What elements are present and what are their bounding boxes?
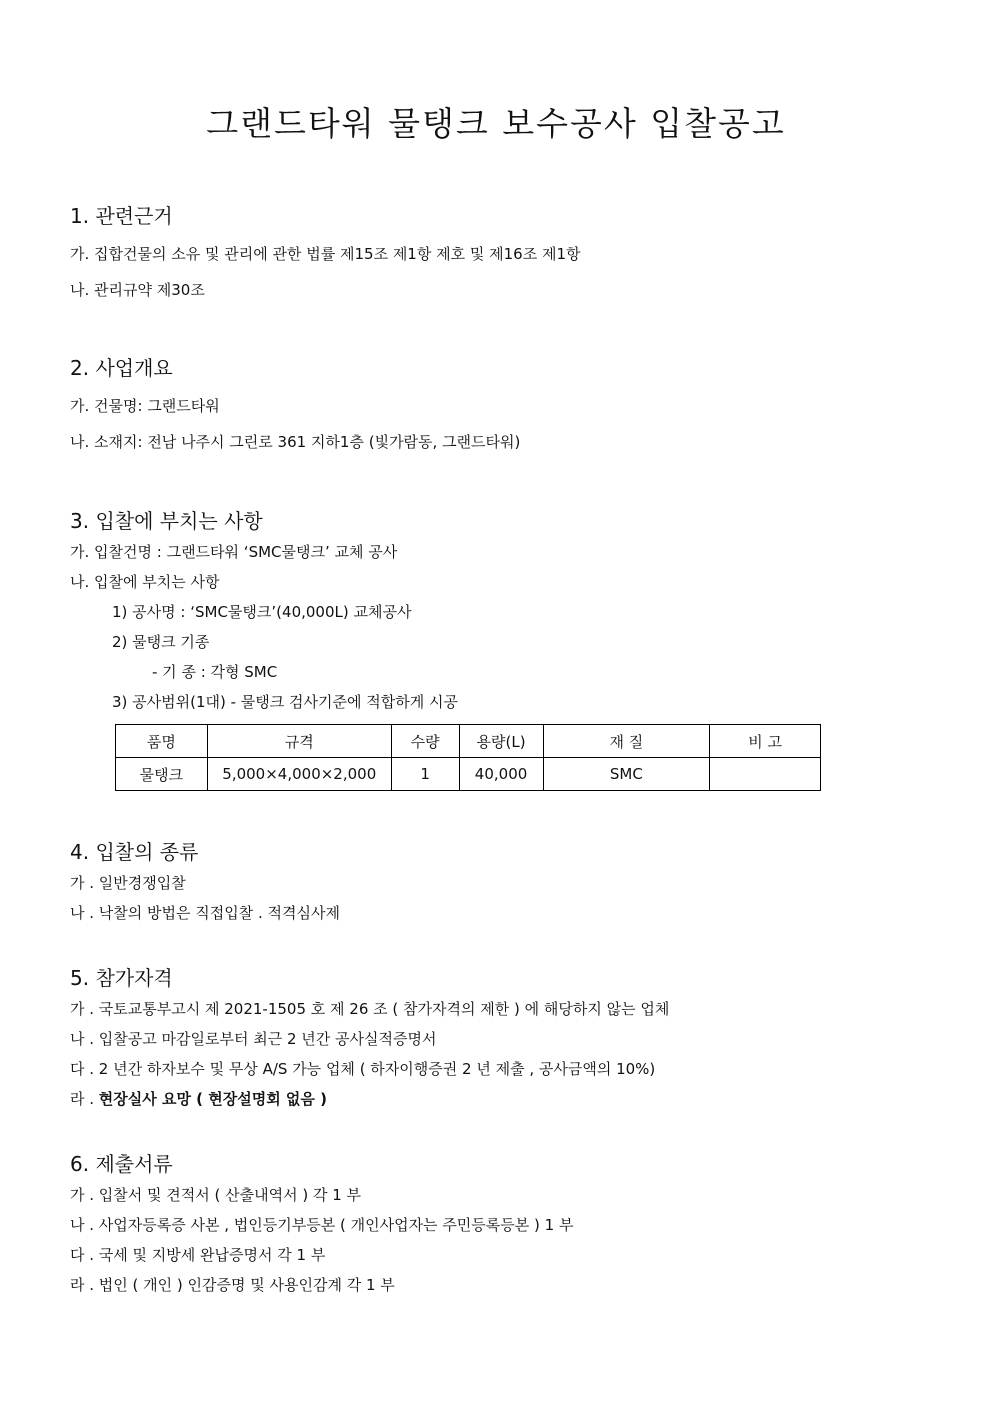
section-4-heading: 4. 입찰의 종류 <box>70 840 199 864</box>
section-3-subitem: 1) 공사명 : ‘SMC물탱크’(40,000L) 교체공사 <box>112 603 412 621</box>
table-row <box>116 758 821 791</box>
table-cell: 1 <box>391 758 459 791</box>
section-6-item: 라 . 법인 ( 개인 ) 인감증명 및 사용인감계 각 1 부 <box>70 1276 395 1294</box>
table-header-cell: 품명 <box>116 725 208 758</box>
section-5-item: 다 . 2 년간 하자보수 및 무상 A/S 가능 업체 ( 하자이행증권 2 년 제출 , 공사금액의 10%) <box>70 1060 656 1078</box>
section-5-item-bold <box>70 1088 327 1109</box>
bold-item-text: 현장실사 요망 ( 현장설명회 없음 ) <box>98 1090 327 1108</box>
section-6-heading: 6. 제출서류 <box>70 1152 173 1176</box>
section-3-subitem: 3) 공사범위(1대) - 물탱크 검사기준에 적합하게 시공 <box>112 693 458 711</box>
section-3-heading: 3. 입찰에 부치는 사항 <box>70 509 263 533</box>
section-6-item: 가 . 입찰서 및 견적서 ( 산출내역서 ) 각 1 부 <box>70 1186 362 1204</box>
table-header-cell: 수량 <box>391 725 459 758</box>
section-2-item: 가. 건물명: 그랜드타워 <box>70 397 220 415</box>
section-3-subitem-detail: - 기 종 : 각형 SMC <box>152 663 278 681</box>
table-cell: SMC <box>543 758 710 791</box>
table-header-cell: 규격 <box>207 725 391 758</box>
table-cell: 40,000 <box>459 758 543 791</box>
section-1-heading: 1. 관련근거 <box>70 204 173 228</box>
table-header-cell: 용량(L) <box>459 725 543 758</box>
section-5-item: 나 . 입찰공고 마감일로부터 최근 2 년간 공사실적증명서 <box>70 1030 437 1048</box>
table-header-cell: 비 고 <box>710 725 821 758</box>
section-5-heading: 5. 참가자격 <box>70 966 173 990</box>
section-2-heading: 2. 사업개요 <box>70 356 173 380</box>
section-6-item: 나 . 사업자등록증 사본 , 법인등기부등본 ( 개인사업자는 주민등록등본 ) 1 부 <box>70 1216 574 1234</box>
table-cell <box>710 758 821 791</box>
section-4-item: 가 . 일반경쟁입찰 <box>70 874 186 892</box>
section-1-item: 나. 관리규약 제30조 <box>70 281 205 299</box>
document-title: 그랜드타워 물탱크 보수공사 입찰공고 <box>206 104 786 143</box>
table-cell: 5,000×4,000×2,000 <box>207 758 391 791</box>
section-6-item: 다 . 국세 및 지방세 완납증명서 각 1 부 <box>70 1246 326 1264</box>
spec-table <box>115 724 821 791</box>
table-header-cell: 재 질 <box>543 725 710 758</box>
bold-item-prefix: 라 . <box>70 1090 99 1108</box>
section-5-item: 가 . 국토교통부고시 제 2021-1505 호 제 26 조 ( 참가자격의 제한 ) 에 해당하지 않는 업체 <box>70 1000 670 1018</box>
section-3-item: 가. 입찰건명 : 그랜드타워 ‘SMC물탱크’ 교체 공사 <box>70 543 398 561</box>
section-3-item: 나. 입찰에 부치는 사항 <box>70 573 220 591</box>
section-1-item: 가. 집합건물의 소유 및 관리에 관한 법률 제15조 제1항 제호 및 제16조 제1항 <box>70 245 581 263</box>
section-4-item: 나 . 낙찰의 방법은 직접입찰 . 적격심사제 <box>70 904 340 922</box>
section-2-item: 나. 소재지: 전남 나주시 그린로 361 지하1층 (빛가람동, 그랜드타워) <box>70 433 521 451</box>
table-header-row <box>116 725 821 758</box>
table-cell: 물탱크 <box>116 758 208 791</box>
section-3-subitem: 2) 물탱크 기종 <box>112 633 210 651</box>
